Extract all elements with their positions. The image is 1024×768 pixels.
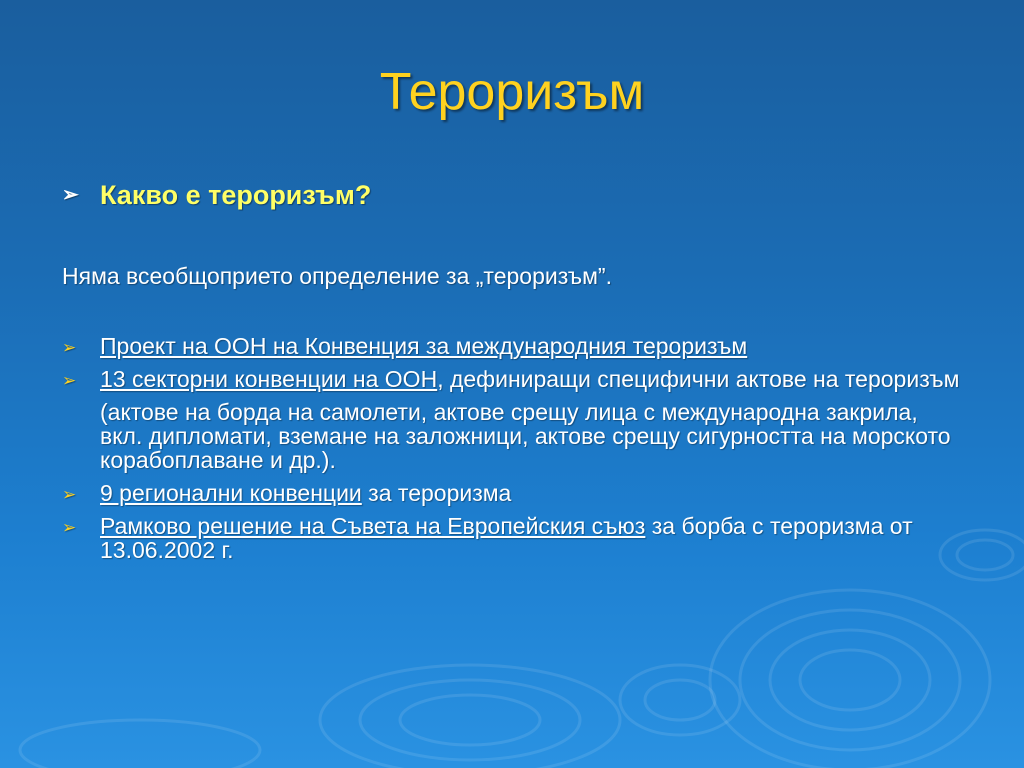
convention-link[interactable]: 13 секторни конвенции на ООН [100,366,438,392]
intro-text: Няма всеобщоприето определение за „тероризъм”. [62,263,612,289]
arrow-bullet-icon: ➢ [62,184,79,206]
arrow-bullet-icon: ➢ [62,338,77,357]
list-item [62,334,962,358]
arrow-bullet-icon: ➢ [62,518,77,537]
sub-note: (актове на борда на самолети, актове срещу лица с международна закрила, вкл. дипломати, вземане на заложници, актове срещу сигурността на морското корабоплаване и др.). [100,399,951,473]
convention-link[interactable]: 9 регионални конвенции [100,480,362,506]
list-item-text: за борба с тероризма от 13.06.2002 г. [100,513,913,563]
list-item-text: за тероризма [361,480,512,506]
section-heading [62,180,962,211]
list-item [62,514,962,562]
slide-content [62,180,962,571]
list-item [62,367,962,391]
list-item-text: , дефиниращи специфични актове на тероризъм [437,366,960,392]
arrow-bullet-icon: ➢ [62,371,77,390]
bullet-list [62,334,962,562]
convention-link[interactable]: Проект на ООН на Конвенция за международния тероризъм [100,333,748,359]
arrow-bullet-icon: ➢ [62,485,77,504]
convention-link[interactable]: Рамково решение на Съвета на Европейския съюз [100,513,646,539]
list-item [62,481,962,505]
slide-title: Тероризъм [379,63,645,121]
heading-text: Какво е тероризъм? [100,180,372,210]
